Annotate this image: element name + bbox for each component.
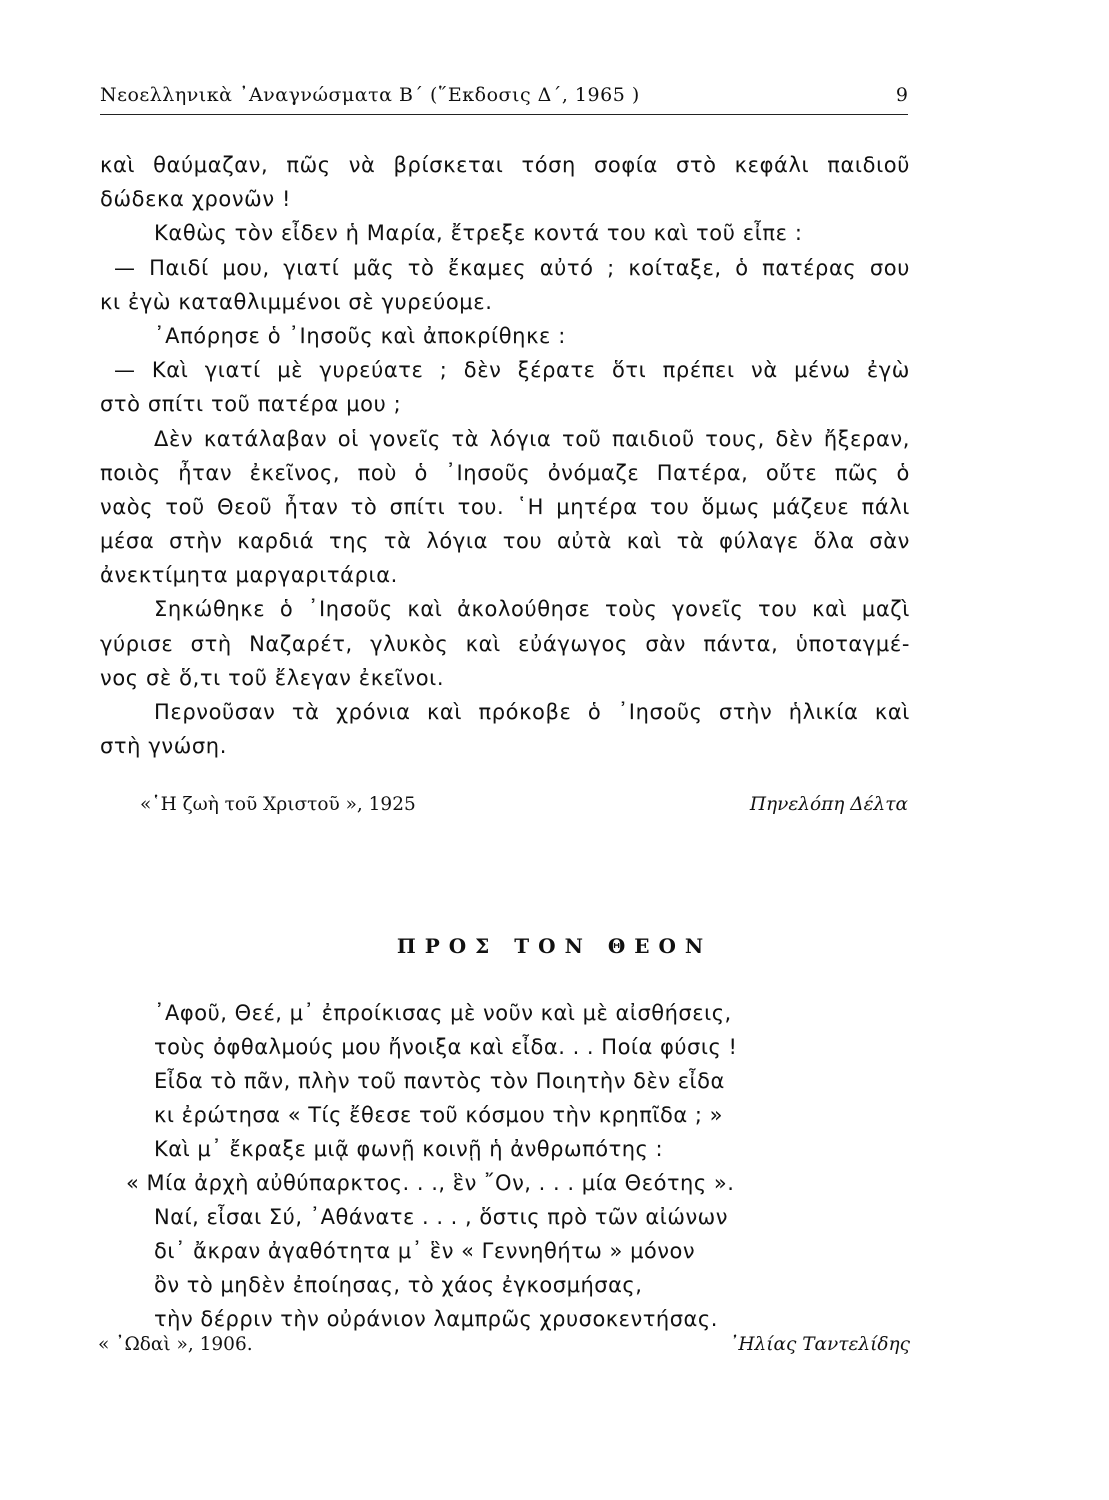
prose-line: καὶ θαύμαζαν, πῶς νὰ βρίσκεται τόση σοφία στὸ κεφάλι παιδιοῦ bbox=[100, 153, 910, 177]
prose-line: ᾿Απόρησε ὁ ᾿Ιησοῦς καὶ ἀποκρίθηκε : bbox=[154, 323, 566, 348]
poem-line: Εἶδα τὸ πᾶν, πλὴν τοῦ παντὸς τὸν Ποιητὴν δὲν εἶδα bbox=[154, 1069, 725, 1093]
poem-line: τὴν δέρριν τὴν οὐράνιον λαμπρῶς χρυσοκεντήσας. bbox=[154, 1307, 718, 1331]
header-title: Νεοελληνικὰ ᾿Αναγνώσματα Β΄ (῞Εκδοσις Δ΄, 1965 ) bbox=[100, 84, 640, 106]
prose-line: στὸ σπίτι τοῦ πατέρα μου ; bbox=[100, 392, 402, 417]
prose-line: μέσα στὴν καρδιά της τὰ λόγια του αὐτὰ καὶ τὰ φύλαγε ὅλα σὰν bbox=[100, 529, 910, 554]
prose-line: κι ἐγὼ καταθλιμμένοι σὲ γυρεύομε. bbox=[100, 289, 493, 314]
running-header bbox=[100, 78, 908, 115]
prose-line: — Παιδί μου, γιατί μᾶς τὸ ἔκαμες αὐτό ; κοίταξε, ὁ πατέρας σου bbox=[114, 255, 910, 280]
prose-line: ποιὸς ἦταν ἐκεῖνος, ποὺ ὁ ᾿Ιησοῦς ὀνόμαζε Πατέρα, οὔτε πῶς ὁ bbox=[100, 460, 910, 485]
poem-author: ᾿Ηλίας Ταντελίδης bbox=[729, 1334, 910, 1355]
poem-line: Ναί, εἶσαι Σύ, ᾿Αθάνατε . . . , ὅστις πρὸ τῶν αἰώνων bbox=[154, 1205, 728, 1229]
prose-source: «῾Η ζωὴ τοῦ Χριστοῦ », 1925 bbox=[140, 794, 416, 815]
poem-line: δι᾿ ἄκραν ἀγαθότητα μ᾿ ἓν « Γεννηθήτω » μόνον bbox=[154, 1239, 696, 1263]
prose-line: — Καὶ γιατί μὲ γυρεύατε ; δὲν ξέρατε ὅτι πρέπει νὰ μένω ἐγὼ bbox=[114, 358, 910, 383]
poem-attribution bbox=[98, 1334, 910, 1368]
poem-line: ᾿Αφοῦ, Θεέ, μ᾿ ἐπροίκισας μὲ νοῦν καὶ μὲ αἰσθήσεις, bbox=[154, 1001, 732, 1025]
prose-line: Καθὼς τὸν εἶδεν ἡ Μαρία, ἔτρεξε κοντά του καὶ τοῦ εἶπε : bbox=[154, 221, 803, 246]
prose-author: Πηνελόπη Δέλτα bbox=[749, 794, 908, 815]
prose-text bbox=[100, 148, 910, 763]
prose-line: γύρισε στὴ Ναζαρέτ, γλυκὸς καὶ εὐάγωγος σὰν πάντα, ὑποταγμέ- bbox=[100, 631, 910, 656]
prose-line: Περνοῦσαν τὰ χρόνια καὶ πρόκοβε ὁ ᾿Ιησοῦς στὴν ἡλικία καὶ bbox=[154, 700, 910, 724]
poem-text bbox=[126, 996, 916, 1336]
prose-line: Δὲν κατάλαβαν οἱ γονεῖς τὰ λόγια τοῦ παιδιοῦ τους, δὲν ἤξεραν, bbox=[154, 426, 910, 451]
poem-line: Καὶ μ᾿ ἔκραξε μιᾷ φωνῇ κοινῇ ἡ ἀνθρωπότης : bbox=[154, 1137, 664, 1161]
poem-source: « ᾿Ωδαὶ », 1906. bbox=[98, 1334, 253, 1355]
prose-line: νος σὲ ὅ,τι τοῦ ἔλεγαν ἐκεῖνοι. bbox=[100, 665, 445, 690]
prose-line: στὴ γνώση. bbox=[100, 734, 227, 759]
prose-line: Σηκώθηκε ὁ ᾿Ιησοῦς καὶ ἀκολούθησε τοὺς γονεῖς του καὶ μαζὶ bbox=[154, 597, 910, 622]
prose-line: ἀνεκτίμητα μαργαριτάρια. bbox=[100, 563, 398, 588]
page-number: 9 bbox=[895, 84, 908, 106]
prose-line: δώδεκα χρονῶν ! bbox=[100, 187, 291, 212]
prose-line: ναὸς τοῦ Θεοῦ ἦταν τὸ σπίτι του. ῾Η μητέρα του ὅμως μάζευε πάλι bbox=[100, 494, 910, 519]
prose-attribution bbox=[140, 794, 908, 828]
poem-line: τοὺς ὀφθαλμούς μου ἤνοιξα καὶ εἶδα. . . Ποία φύσις ! bbox=[154, 1035, 738, 1059]
poem-line: ὂν τὸ μηδὲν ἐποίησας, τὸ χάος ἐγκοσμήσας, bbox=[154, 1273, 643, 1297]
poem-title: ΠΡΟΣ ΤΟΝ ΘΕΟΝ bbox=[396, 934, 713, 958]
poem-line: « Μία ἀρχὴ αὐθύπαρκτος. . ., ἓν ῎Ον, . . . μία Θεότης ». bbox=[126, 1171, 735, 1195]
poem-line: κι ἐρώτησα « Τίς ἔθεσε τοῦ κόσμου τὴν κρηπῖδα ; » bbox=[154, 1103, 724, 1127]
